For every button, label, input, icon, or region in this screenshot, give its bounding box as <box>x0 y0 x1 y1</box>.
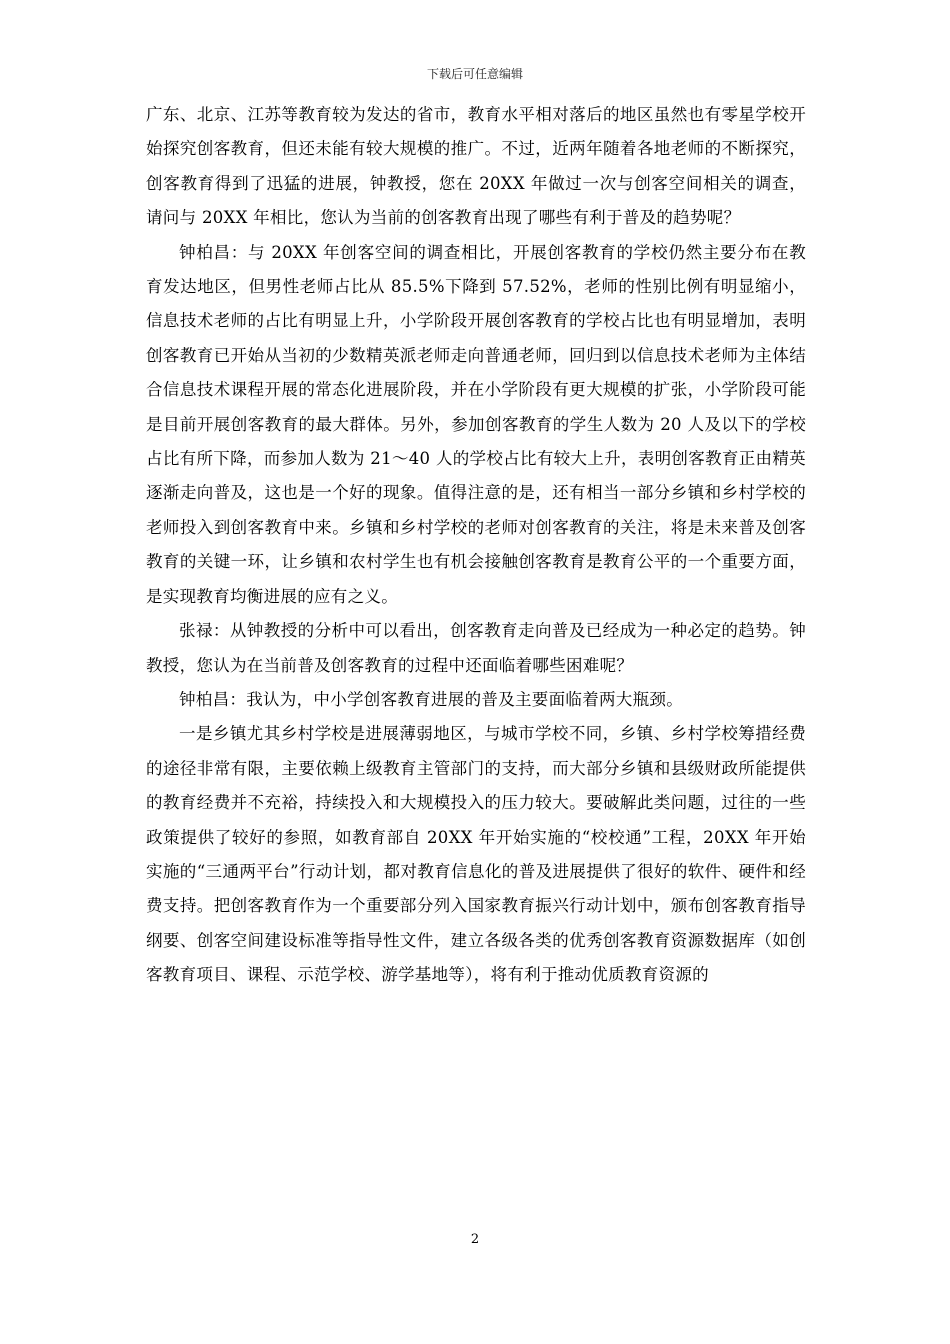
paragraph-zhong-answer-bottlenecks: 钟柏昌：我认为，中小学创客教育进展的普及主要面临着两大瓶颈。 <box>179 689 683 709</box>
paragraph-first-bottleneck: 一是乡镇尤其乡村学校是进展薄弱地区，与城市学校不同，乡镇、乡村学校筹措经费的途径非常有限，主要依赖上级教育主管部门的支持，而大部分乡镇和县级财政所能提供的教育经费并不充裕，持续投入和大规模投入的压力较大。要破解此类问题，过往的一些政策提供了较好的参照，如教育部自 20XX 年开始实施的“校校通”工程，20XX 年开始实施的“三通两平台”行动计划，都对教育信息化的普及进展提供了很好的软件、硬件和经费支持。把创客教育作为一个重要部分列入国家教育振兴行动计划中，颁布创客教育指导纲要、创客空间建设标准等指导性文件，建立各级各类的优秀创客教育资源数据库（如创客教育项目、课程、示范学校、游学基地等），将有利于推动优质教育资源的 <box>146 724 806 985</box>
page-number: 2 <box>470 1232 480 1247</box>
paragraph-continued: 广东、北京、江苏等教育较为发达的省市，教育水平相对落后的地区虽然也有零星学校开始探究创客教育，但还未能有较大规模的推广。不过，近两年随着各地老师的不断探究，创客教育得到了迅猛的进展，钟教授，您在 20XX 年做过一次与创客空间相关的调查，请问与 20XX 年相比，您认为当前的创客教育出现了哪些有利于普及的趋势呢？ <box>146 105 806 228</box>
paragraph-zhong-answer-trends: 钟柏昌：与 20XX 年创客空间的调查相比，开展创客教育的学校仍然主要分布在教育发达地区，但男性老师占比从 85.5%下降到 57.52%，老师的性别比例有明显缩小，信息技术老师的占比有明显上升，小学阶段开展创客教育的学校占比也有明显增加，表明创客教育已开始从当初的少数精英派老师走向普通老师，回归到以信息技术老师为主体结合信息技术课程开展的常态化进展阶段，并在小学阶段有更大规模的扩张，小学阶段可能是目前开展创客教育的最大群体。另外，参加创客教育的学生人数为 20 人及以下的学校占比有所下降，而参加人数为 21～40 人的学校占比有较大上升，表明创客教育正由精英逐渐走向普及，这也是一个好的现象。值得注意的是，还有相当一部分乡镇和乡村学校的老师投入到创客教育中来。乡镇和乡村学校的老师对创客教育的关注，将是未来普及创客教育的关键一环，让乡镇和农村学生也有机会接触创客教育是教育公平的一个重要方面，是实现教育均衡进展的应有之义。 <box>146 242 806 606</box>
document-body <box>146 98 806 993</box>
paragraph-zhang-question-difficulties: 张禄：从钟教授的分析中可以看出，创客教育走向普及已经成为一种必定的趋势。钟教授，您认为在当前普及创客教育的过程中还面临着哪些困难呢？ <box>146 621 806 675</box>
page-header: 下载后可任意编辑 <box>426 67 523 81</box>
